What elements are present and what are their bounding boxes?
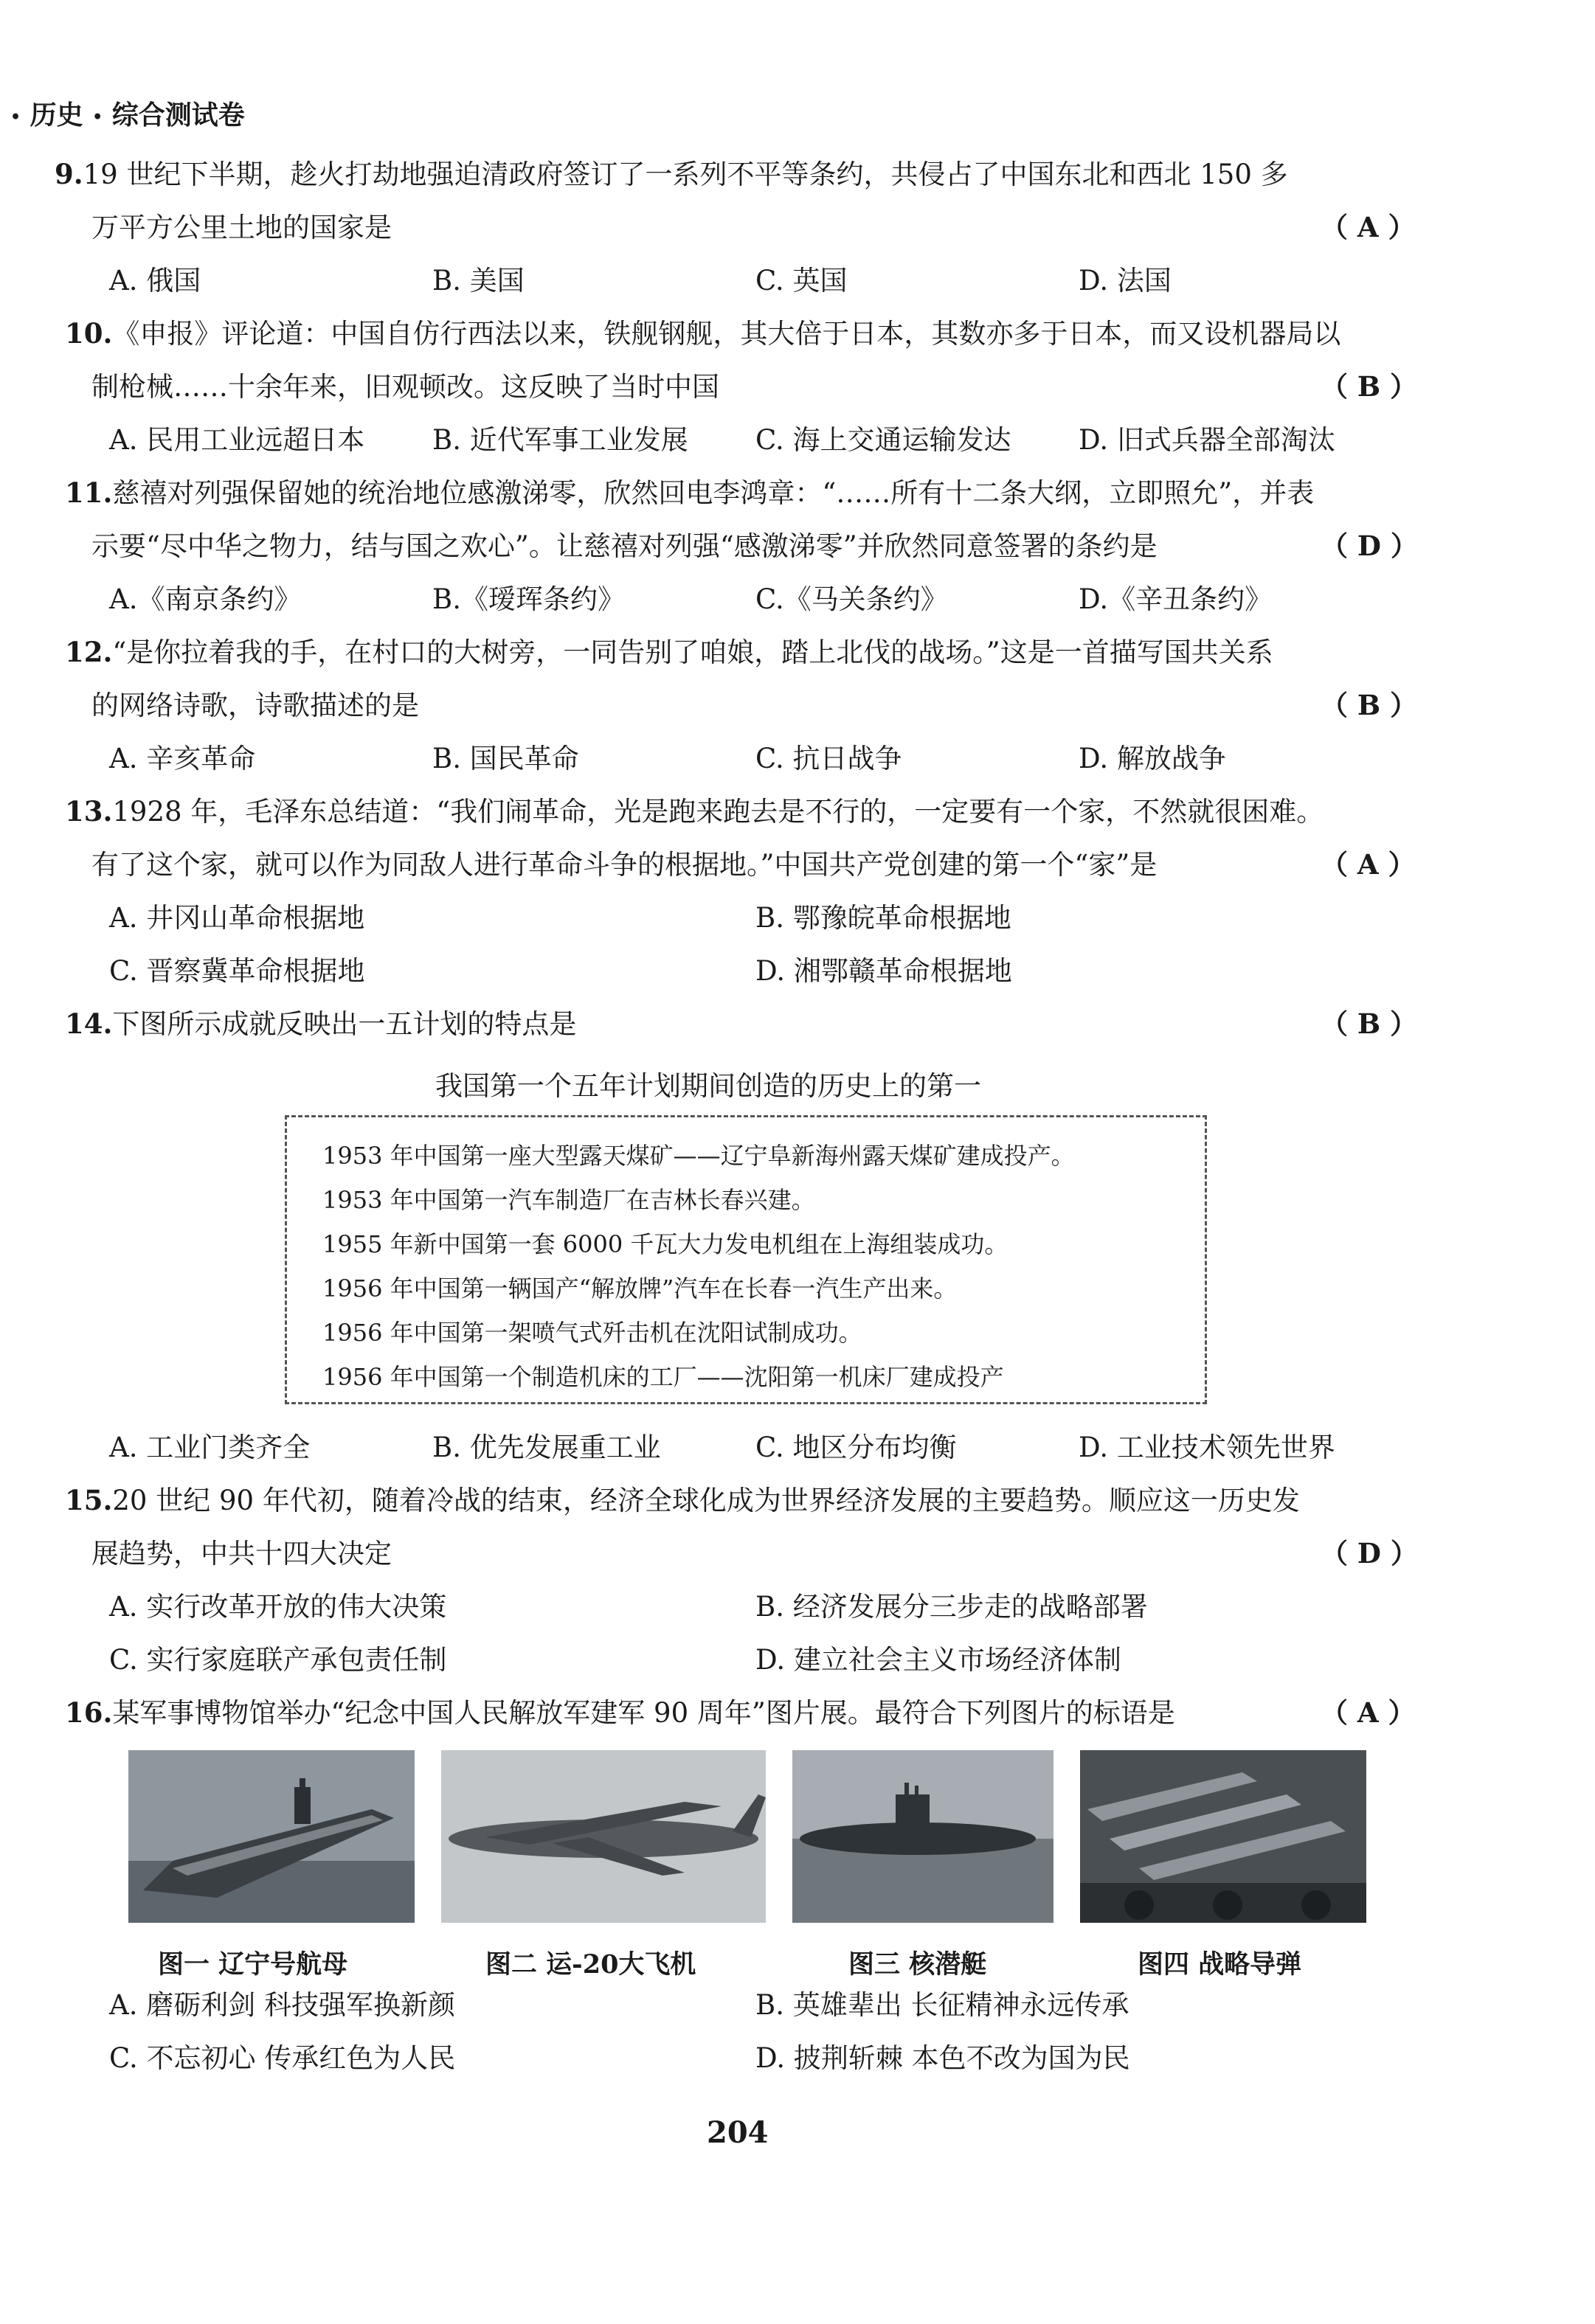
q9-option-d: D. 法国 bbox=[1079, 265, 1172, 296]
q10-number: 10. bbox=[65, 317, 113, 350]
q11-line1 bbox=[65, 476, 1315, 509]
q14-option-c: C. 地区分布均衡 bbox=[755, 1432, 957, 1463]
transport-plane-image bbox=[441, 1750, 766, 1923]
q14-box-line-5: 1956 年中国第一架喷气式歼击机在沈阳试制成功。 bbox=[322, 1319, 862, 1347]
q15-text1: 20 世纪 90 年代初，随着冷战的结束，经济全球化成为世界经济发展的主要趋势。顺应这一历史发 bbox=[112, 1485, 1300, 1516]
q10-answer: （ B ） bbox=[1321, 370, 1418, 403]
q10-line1 bbox=[65, 317, 1341, 350]
submarine-image bbox=[792, 1750, 1053, 1923]
q13-option-d: D. 湘鄂赣革命根据地 bbox=[755, 955, 1012, 987]
q9-line1 bbox=[55, 158, 1288, 190]
q11-answer: （ D ） bbox=[1321, 530, 1418, 562]
q13-option-a: A. 井冈山革命根据地 bbox=[109, 902, 365, 934]
header-dot-2: • bbox=[92, 108, 103, 127]
q16-option-b: B. 英雄辈出 长征精神永远传承 bbox=[755, 1989, 1129, 2021]
caption-figure-3: 图三 核潜艇 bbox=[848, 1949, 987, 1980]
q9-option-c: C. 英国 bbox=[755, 265, 848, 296]
q14-option-b: B. 优先发展重工业 bbox=[432, 1432, 661, 1463]
q9-answer: （ A ） bbox=[1321, 211, 1416, 243]
q12-answer: （ B ） bbox=[1321, 689, 1418, 721]
q10-option-c: C. 海上交通运输发达 bbox=[755, 424, 1011, 456]
q13-line1 bbox=[65, 795, 1324, 828]
q14-option-a: A. 工业门类齐全 bbox=[109, 1432, 311, 1463]
q15-line2: 展趋势，中共十四大决定 bbox=[91, 1538, 392, 1569]
q14-box-line-2: 1953 年中国第一汽车制造厂在吉林长春兴建。 bbox=[322, 1186, 815, 1214]
q14-box-line-1: 1953 年中国第一座大型露天煤矿——辽宁阜新海州露天煤矿建成投产。 bbox=[322, 1142, 1075, 1170]
q10-text1: 《申报》评论道：中国自仿行西法以来，铁舰钢舰，其大倍于日本，其数亦多于日本，而又设机器局以 bbox=[112, 318, 1341, 350]
q11-text1: 慈禧对列强保留她的统治地位感激涕零，欣然回电李鸿章：“……所有十二条大纲，立即照允”，并表 bbox=[112, 477, 1315, 509]
q12-option-c: C. 抗日战争 bbox=[755, 743, 902, 774]
q15-line1 bbox=[65, 1484, 1300, 1516]
q15-option-c: C. 实行家庭联产承包责任制 bbox=[109, 1644, 447, 1676]
q14-option-d: D. 工业技术领先世界 bbox=[1079, 1432, 1335, 1463]
q12-line1 bbox=[65, 636, 1273, 668]
q15-number: 15. bbox=[65, 1484, 113, 1516]
q15-option-a: A. 实行改革开放的伟大决策 bbox=[109, 1591, 447, 1623]
q9-number: 9. bbox=[55, 158, 83, 190]
q14-box-line-6: 1956 年中国第一个制造机床的工厂——沈阳第一机床厂建成投产 bbox=[322, 1363, 1004, 1391]
q16-number: 16. bbox=[65, 1696, 113, 1729]
q14-box-line-3: 1955 年新中国第一套 6000 千瓦大力发电机组在上海组装成功。 bbox=[322, 1230, 1008, 1258]
q16-answer: （ A ） bbox=[1321, 1696, 1416, 1729]
q12-number: 12. bbox=[65, 636, 113, 668]
caption-figure-4: 图四 战略导弹 bbox=[1138, 1949, 1302, 1980]
caption-figure-2: 图二 运-20大飞机 bbox=[485, 1949, 696, 1980]
q13-answer: （ A ） bbox=[1321, 848, 1416, 881]
q13-option-c: C. 晋察冀革命根据地 bbox=[109, 955, 365, 987]
q12-line2: 的网络诗歌，诗歌描述的是 bbox=[91, 690, 419, 721]
q13-number: 13. bbox=[65, 795, 113, 828]
caption-figure-1: 图一 辽宁号航母 bbox=[158, 1949, 348, 1980]
photo-missiles bbox=[1080, 1750, 1366, 1923]
header-subject: 历史 bbox=[30, 100, 83, 131]
q11-option-c: C.《马关条约》 bbox=[755, 583, 948, 615]
q10-option-d: D. 旧式兵器全部淘汰 bbox=[1079, 424, 1335, 456]
photo-aircraft-carrier bbox=[128, 1750, 415, 1923]
q13-text1: 1928 年，毛泽东总结道：“我们闹革命，光是跑来跑去是不行的，一定要有一个家，不然就很困难。 bbox=[112, 796, 1324, 828]
q13-line2: 有了这个家，就可以作为同敌人进行革命斗争的根据地。”中国共产党创建的第一个“家”是 bbox=[91, 849, 1158, 881]
q15-option-d: D. 建立社会主义市场经济体制 bbox=[755, 1644, 1121, 1676]
q14-line1 bbox=[65, 1007, 577, 1040]
page-header bbox=[10, 94, 245, 132]
q13-option-b: B. 鄂豫皖革命根据地 bbox=[755, 902, 1011, 934]
header-title: 综合测试卷 bbox=[111, 100, 245, 131]
q15-option-b: B. 经济发展分三步走的战略部署 bbox=[755, 1591, 1148, 1623]
missiles-image bbox=[1080, 1750, 1366, 1923]
aircraft-carrier-image bbox=[128, 1750, 415, 1923]
q10-option-a: A. 民用工业远超日本 bbox=[109, 424, 365, 456]
q9-text1: 19 世纪下半期，趁火打劫地强迫清政府签订了一系列不平等条约，共侵占了中国东北和西北 150 多 bbox=[83, 159, 1288, 190]
q14-box-line-4: 1956 年中国第一辆国产“解放牌”汽车在长春一汽生产出来。 bbox=[322, 1274, 958, 1303]
q9-line2: 万平方公里土地的国家是 bbox=[91, 212, 392, 243]
q9-option-b: B. 美国 bbox=[432, 265, 525, 296]
q16-option-a: A. 磨砺利剑 科技强军换新颜 bbox=[109, 1989, 456, 2021]
q10-line2: 制枪械……十余年来，旧观顿改。这反映了当时中国 bbox=[91, 371, 719, 403]
q12-option-b: B. 国民革命 bbox=[432, 743, 579, 774]
q9-option-a: A. 俄国 bbox=[109, 265, 201, 296]
q14-answer: （ B ） bbox=[1321, 1007, 1418, 1040]
q16-text1: 某军事博物馆举办“纪念中国人民解放军建军 90 周年”图片展。最符合下列图片的标语是 bbox=[112, 1697, 1175, 1729]
photo-submarine bbox=[792, 1750, 1053, 1923]
q11-option-b: B.《瑷珲条约》 bbox=[432, 583, 625, 615]
q12-option-d: D. 解放战争 bbox=[1079, 743, 1226, 774]
q14-box-title: 我国第一个五年计划期间创造的历史上的第一 bbox=[435, 1070, 981, 1102]
q11-line2: 示要“尽中华之物力，结与国之欢心”。让慈禧对列强“感激涕零”并欣然同意签署的条约是 bbox=[91, 530, 1158, 562]
q11-option-a: A.《南京条约》 bbox=[109, 583, 302, 615]
photo-transport-plane bbox=[441, 1750, 766, 1923]
q16-option-c: C. 不忘初心 传承红色为人民 bbox=[109, 2042, 456, 2074]
q15-answer: （ D ） bbox=[1321, 1537, 1418, 1569]
q12-option-a: A. 辛亥革命 bbox=[109, 743, 256, 774]
q16-option-d: D. 披荆斩棘 本色不改为国为民 bbox=[755, 2042, 1130, 2074]
q16-line1 bbox=[65, 1696, 1175, 1729]
q10-option-b: B. 近代军事工业发展 bbox=[432, 424, 688, 456]
q11-option-d: D.《辛丑条约》 bbox=[1079, 583, 1273, 615]
header-dot: • bbox=[10, 108, 21, 127]
q11-number: 11. bbox=[65, 476, 113, 509]
q12-text1: “是你拉着我的手，在村口的大树旁，一同告别了咱娘，踏上北伐的战场。”这是一首描写国共关系 bbox=[112, 637, 1273, 668]
q14-achievement-box bbox=[285, 1115, 1207, 1404]
page-number: 204 bbox=[707, 2115, 769, 2150]
q14-number: 14. bbox=[65, 1007, 113, 1040]
q14-text1: 下图所示成就反映出一五计划的特点是 bbox=[112, 1008, 577, 1040]
